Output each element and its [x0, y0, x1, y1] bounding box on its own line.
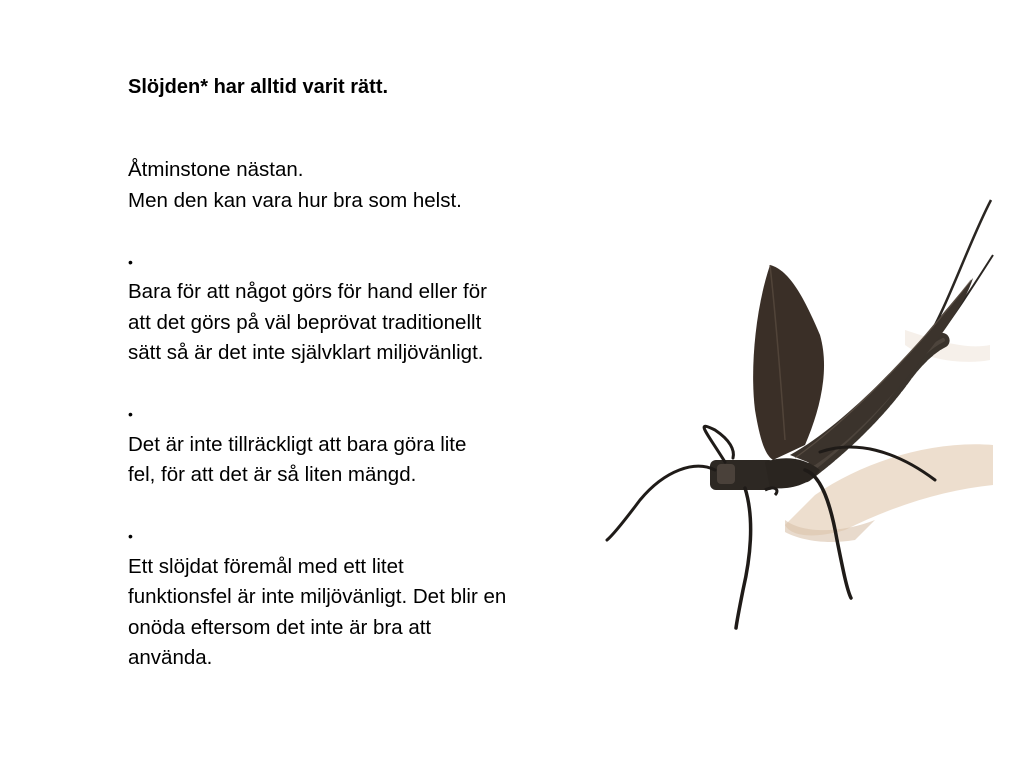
bullet-paragraph: [128, 521, 598, 674]
leg: [765, 488, 777, 495]
bullet-line: sätt så är det inte självklart miljövänligt.: [128, 341, 484, 364]
metal-insect-sculpture-image: [605, 140, 995, 640]
wing: [753, 265, 824, 460]
leg: [607, 466, 715, 540]
bullet-paragraph: [128, 247, 598, 369]
bullet-line: fel, för att det är så liten mängd.: [128, 463, 417, 486]
intro-paragraph: [128, 155, 598, 216]
slide-title: Slöjden* har alltid varit rätt.: [128, 76, 389, 98]
insect-head: [717, 464, 735, 484]
bullet-line: funktionsfel är inte miljövänligt. Det blir en: [128, 585, 507, 608]
bullet-line: [128, 399, 598, 460]
antenna: [927, 200, 991, 340]
bullet-icon: •: [128, 528, 133, 544]
leg: [704, 426, 733, 462]
bullet-line: onöda eftersom det inte är bra att: [128, 615, 432, 639]
intro-line: Men den kan vara hur bra som helst.: [128, 188, 462, 212]
bullet-text: Det är inte tillräckligt att bara göra lite: [128, 432, 467, 456]
slide-body: [128, 155, 598, 704]
bullet-line: [128, 247, 598, 308]
bullet-icon: •: [128, 406, 133, 422]
leg: [736, 488, 751, 628]
bullet-line: att det görs på väl beprövat traditionellt: [128, 310, 482, 334]
bullet-line: använda.: [128, 646, 213, 669]
bullet-line: [128, 521, 598, 582]
intro-line: Åtminstone nästan.: [128, 158, 304, 181]
bullet-paragraph: [128, 399, 598, 491]
bullet-text: Ett slöjdat föremål med ett litet: [128, 554, 404, 578]
bullet-icon: •: [128, 253, 133, 270]
bullet-text: Bara för att något görs för hand eller för: [128, 280, 487, 303]
